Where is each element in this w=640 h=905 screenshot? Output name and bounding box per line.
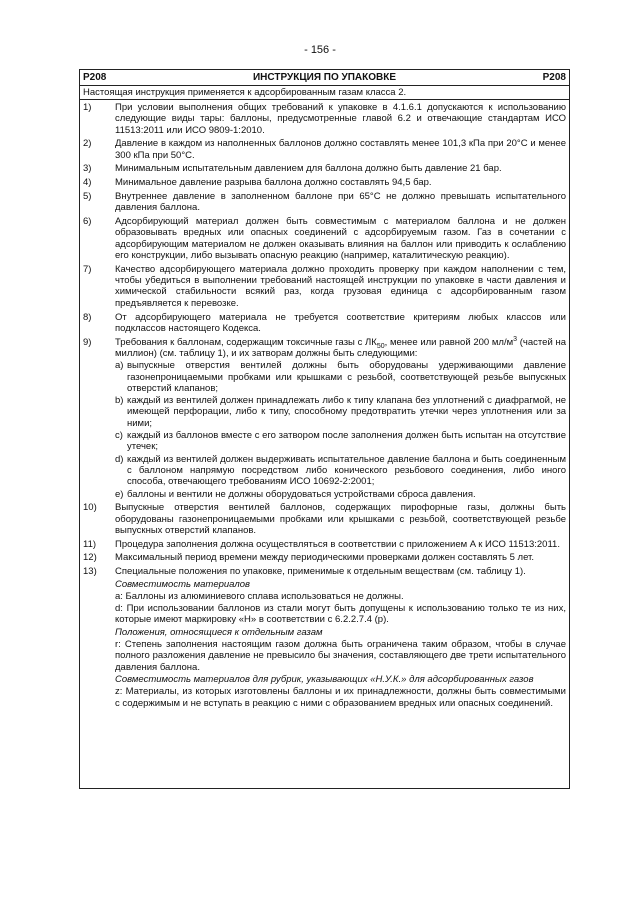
- sub-item-letter: c): [115, 430, 123, 442]
- list-item: [83, 264, 566, 309]
- sub-item: [115, 489, 566, 500]
- list-item: [83, 552, 566, 563]
- list-item: [83, 502, 566, 536]
- item-number: 2): [83, 138, 92, 150]
- item-text: При условии выполнения общих требований к упаковке в 4.1.6.1 допускаются к использованию следующие виды тары: баллоны, предусмотренные главой 6.2 и отвечающие стандартам ИСО 11513:2011 или ИСО 9809-1:2010.: [115, 102, 566, 136]
- item-text: Специальные положения по упаковке, применимые к отдельным веществам (см. таблицу 1).: [115, 566, 526, 578]
- item-number: 13): [83, 566, 97, 578]
- subheading-materials: Совместимость материалов: [115, 578, 250, 590]
- item-text: Выпускные отверстия вентилей баллонов, содержащих пирофорные газы, должны быть оборудованы газонепроницаемыми пробками или крышками с резьбой, соответствующей резьбе выпускных отверстий клапанов.: [115, 502, 566, 536]
- intro-text: Настоящая инструкция применяется к адсорбированным газам класса 2.: [80, 86, 569, 100]
- sub-item-text: каждый из вентилей должен выдерживать испытательное давление баллона и быть соединенным с баллоном напрямую посредством либо конического резьбового соединения, либо иного способа, отвечающего требованиям ИСО 10692-2:2001;: [127, 453, 566, 488]
- sub-item-text: каждый из баллонов вместе с его затвором после заполнения должен быть испытан на отсутствие утечек;: [127, 430, 566, 453]
- item-number: 5): [83, 191, 92, 203]
- sub-item-letter: a): [115, 360, 124, 372]
- item-number: 9): [83, 336, 92, 348]
- sub-item-text: выпускные отверстия вентилей должны быть оборудованы удерживающими давление газонепроницаемыми пробками или крышками с резьбой, соответствующей резьбе выпускных отверстий клапанов;: [127, 360, 566, 394]
- item-text: Давление в каждом из наполненных баллонов должно составлять менее 101,3 кПа при 20°C и менее 300 кПа при 50°C.: [115, 138, 566, 161]
- list-item: [83, 138, 566, 161]
- instruction-title: ИНСТРУКЦИЯ ПО УПАКОВКЕ: [252, 72, 397, 83]
- list-item-9: [83, 337, 566, 500]
- list-item: [83, 539, 566, 550]
- table-header: [80, 70, 569, 86]
- item-number: 8): [83, 311, 92, 323]
- item-text: Максимальный период времени между периодическими проверками должен составлять 5 лет.: [115, 552, 534, 564]
- subheading-nos: Совместимость материалов для рубрик, указывающих «Н.У.К.» для адсорбированных газов: [115, 673, 534, 685]
- instruction-body: [80, 100, 569, 710]
- item-number: 3): [83, 163, 92, 175]
- item-text: Минимальным испытательным давлением для баллона должно быть давление 21 бар.: [115, 163, 502, 175]
- item-text: Минимальное давление разрыва баллона должно составлять 94,5 бар.: [115, 177, 432, 189]
- list-item: [83, 177, 566, 188]
- item-number: 12): [83, 552, 97, 564]
- instruction-code-right: P208: [542, 72, 566, 83]
- item-text: Внутреннее давление в заполненном баллоне при 65°C не должно превышать испытательного давления баллона.: [115, 191, 566, 214]
- list-item: [83, 163, 566, 174]
- provision-a: a: Баллоны из алюминиевого сплава использоваться не должны.: [115, 590, 404, 602]
- item-number: 4): [83, 177, 92, 189]
- sub-item-text: баллоны и вентили не должны оборудоваться устройствами сброса давления.: [127, 488, 476, 500]
- page-number: - 156 -: [304, 44, 336, 56]
- sub-item: [115, 430, 566, 453]
- item-number: 7): [83, 263, 92, 275]
- item-text: Качество адсорбирующего материала должно проходить проверку при каждом наполнении с тем, чтобы убедиться в выполнении требований настоящей инструкции по упаковке в части давления и химической стабильности всякий раз, когда грузовая единица с адсорбированным газом предъявляется к перевозке.: [115, 263, 566, 309]
- item-number: 1): [83, 102, 92, 113]
- list-item: [83, 191, 566, 214]
- packing-instruction-table: [79, 69, 570, 789]
- item-text: Процедура заполнения должна осуществляться в соответствии с приложением A к ИСО 11513:2011.: [115, 538, 560, 550]
- list-item: [83, 102, 566, 136]
- sub-item-letter: b): [115, 395, 124, 407]
- sub-item-letter: d): [115, 453, 124, 465]
- sub-item: [115, 360, 566, 394]
- item-number: 10): [83, 502, 97, 514]
- item-text: Адсорбирующий материал должен быть совместимым с материалом баллона и не должен образовывать вредных или опасных соединений с адсорбируемым газом. Газ в сочетании с адсорбирующим материалом не должен оказывать влияния на баллон или приводить к ослаблению его конструкции, либо вызывать опасную реакцию (например, каталитическую реакцию).: [115, 216, 566, 262]
- provision-d: d: При использовании баллонов из стали могут быть допущены к использованию только те из них, которые имеют маркировку «H» в соответствии с 6.2.2.7.4 (p).: [115, 603, 566, 626]
- subheading-gases: Положения, относящиеся к отдельным газам: [115, 626, 323, 638]
- sub-item-text: каждый из вентилей должен принадлежать либо к типу клапана без уплотнений с диафрагмой, не имеющей перфорации, либо к типу, способному предотвратить утечки через уплотнения или за ними;: [127, 395, 566, 429]
- list-item: [83, 312, 566, 335]
- instruction-code-left: P208: [83, 72, 107, 83]
- item-number: 11): [83, 538, 97, 550]
- sub-item: [115, 395, 566, 429]
- provision-r: r: Степень заполнения настоящим газом должна быть ограничена таким образом, чтобы в случае полного разложения давление не превысило бы значения, составляющего две трети испытательного давления баллона.: [115, 639, 566, 673]
- item-text: От адсорбирующего материала не требуется соответствие критериям любых классов или подклассов настоящего Кодекса.: [115, 311, 566, 334]
- item-number: 6): [83, 216, 92, 228]
- sub-item: [115, 454, 566, 488]
- list-item-13: [83, 566, 566, 710]
- item-text: Требования к баллонам, содержащим токсичные газы с $ЛК_{50}$, менее или равной 200 $мл/м^3$ (частей на миллион) (см. таблицу 1), и их затворам должны быть следующими:: [115, 335, 566, 359]
- provision-z: z: Материалы, из которых изготовлены баллоны и их принадлежности, должны быть совместимыми с содержимым и не вступать в реакцию с ними с образованием вредных или опасных соединений.: [115, 686, 566, 709]
- list-item: [83, 216, 566, 261]
- sub-item-letter: e): [115, 488, 124, 500]
